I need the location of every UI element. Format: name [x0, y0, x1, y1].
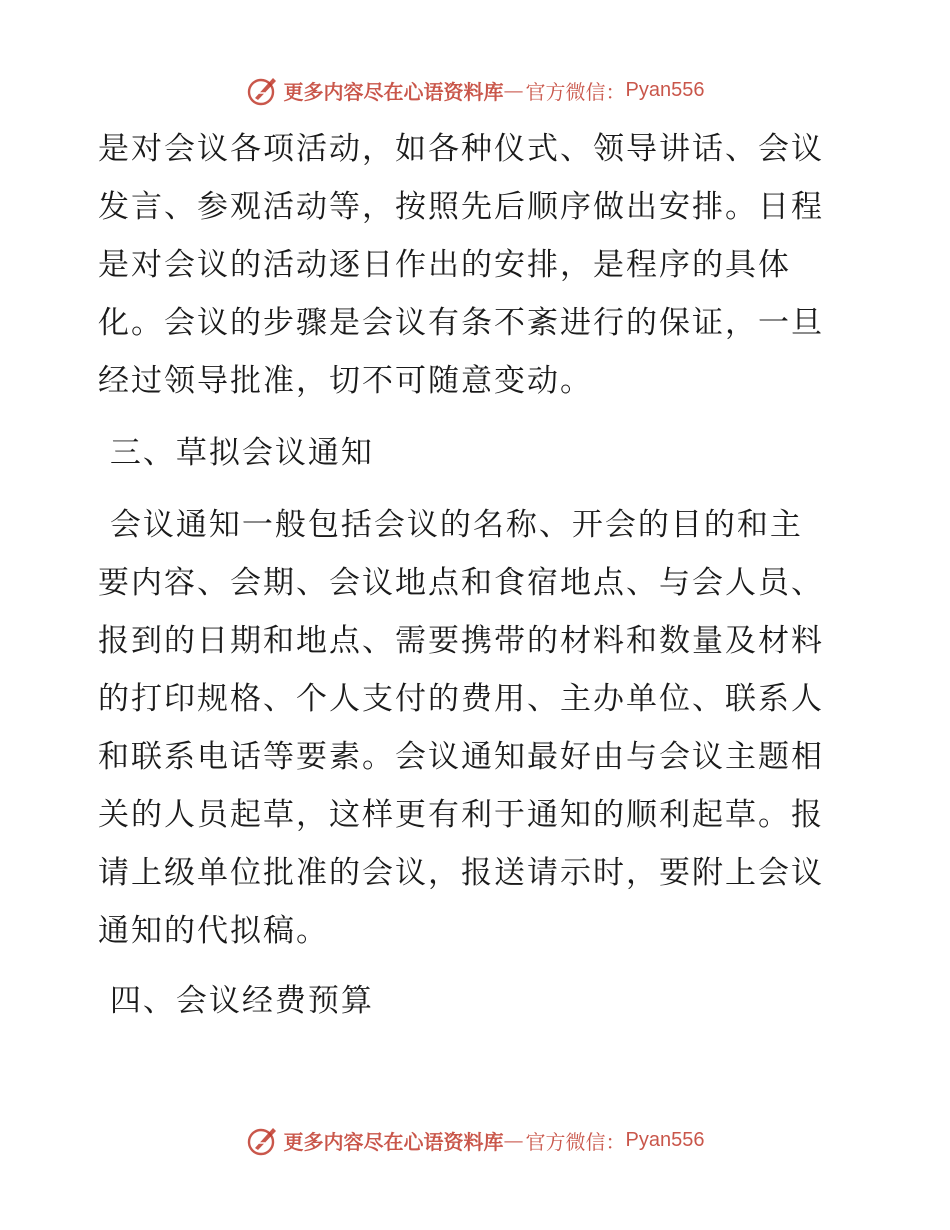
paragraph-1	[98, 120, 858, 410]
footer-dash: —	[503, 1128, 524, 1152]
header-slogan: 更多内容尽在心语资料库	[283, 79, 504, 104]
header-banner	[0, 70, 950, 110]
paragraph-line: 是对会议的活动逐日作出的安排，是程序的具体	[98, 247, 791, 283]
paragraph-line: 发言、参观活动等，按照先后顺序做出安排。日程	[98, 189, 824, 225]
paragraph-line: 报到的日期和地点、需要携带的材料和数量及材料	[98, 623, 824, 659]
paragraph-2	[98, 496, 858, 960]
footer-slogan: 更多内容尽在心语资料库	[283, 1129, 504, 1154]
paragraph-line: 经过领导批准，切不可随意变动。	[98, 363, 593, 399]
section-heading-3: 三、草拟会议通知	[98, 435, 374, 471]
paragraph-line: 化。会议的步骤是会议有条不紊进行的保证，一旦	[98, 305, 824, 341]
footer-wechat-id: Pyan556	[625, 1128, 705, 1151]
paragraph-line: 和联系电话等要素。会议通知最好由与会议主题相	[98, 739, 824, 775]
header-wechat-label: 官方微信：	[525, 79, 626, 104]
paragraph-line: 的打印规格、个人支付的费用、主办单位、联系人	[98, 681, 824, 717]
paragraph-line: 是对会议各项活动，如各种仪式、领导讲话、会议	[98, 131, 824, 167]
quill-logo-icon	[246, 73, 280, 107]
paragraph-line: 会议通知一般包括会议的名称、开会的目的和主	[98, 507, 803, 543]
paragraph-line: 要内容、会期、会议地点和食宿地点、与会人员、	[98, 565, 824, 601]
paragraph-line: 通知的代拟稿。	[98, 913, 329, 949]
footer-wechat-label: 官方微信：	[525, 1129, 626, 1154]
paragraph-line: 关的人员起草，这样更有利于通知的顺利起草。报	[98, 797, 824, 833]
header-wechat-id: Pyan556	[625, 78, 705, 101]
quill-logo-icon	[246, 1123, 280, 1157]
header-dash: —	[503, 78, 524, 102]
footer-banner	[0, 1120, 950, 1160]
document-body	[98, 120, 858, 1030]
paragraph-line: 请上级单位批准的会议，报送请示时，要附上会议	[98, 855, 824, 891]
section-heading-4: 四、会议经费预算	[98, 983, 374, 1019]
